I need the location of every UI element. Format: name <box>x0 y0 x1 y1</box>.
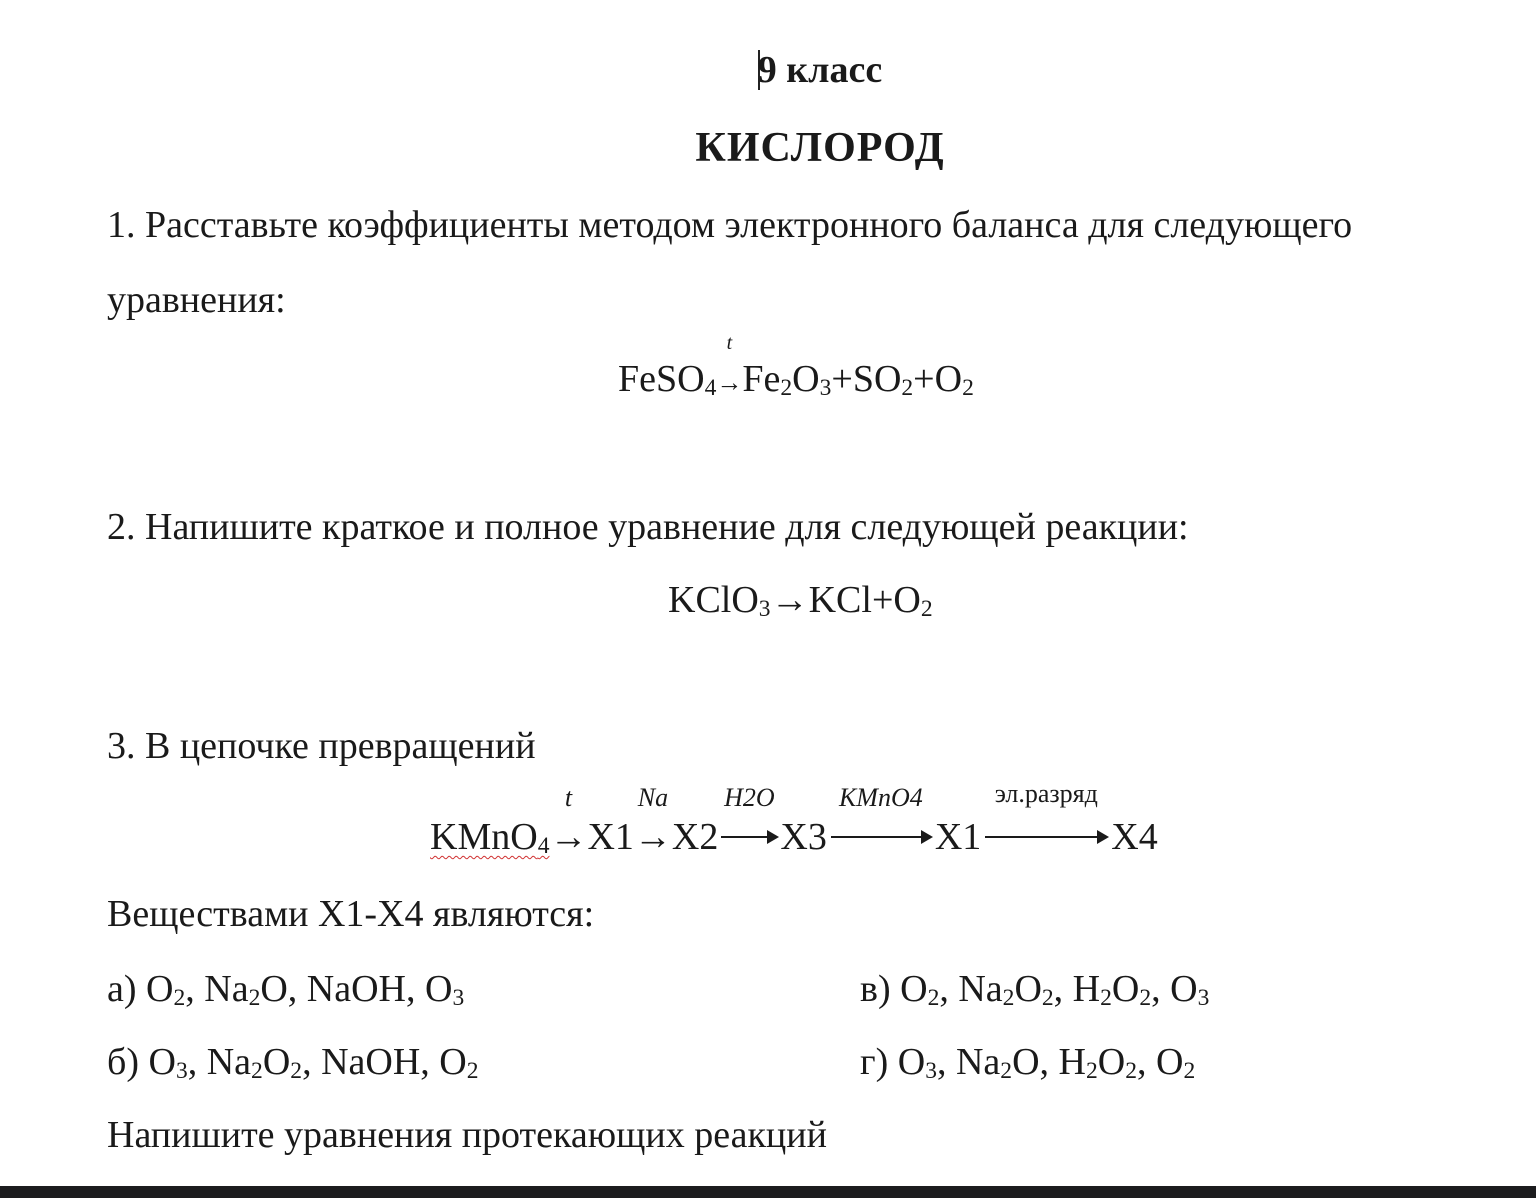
task1-equation: FeSO$_4$ t $\to Fe_2O_3+SO_2+O_2$ <box>618 332 974 402</box>
task3-text: 3. В цепочке превращений <box>107 725 536 767</box>
bottom-bar <box>0 1186 1536 1198</box>
chain-arrow-1: t → <box>549 783 588 858</box>
transformation-chain: KMnO$_4$ t →X1 Na →X2 H2O X3 KMnO4 X1 эл.разряд X4 <box>430 779 1158 860</box>
option-b: б) $O_3$, $Na_2O_2$, NaOH, $O_2$ <box>107 1041 479 1085</box>
option-v: в) $O_2$, $Na_2O_2$, $H_2O_2$, $O_3$ <box>860 968 1210 1012</box>
document-title: КИСЛОРОД <box>695 125 945 171</box>
grade-heading <box>0 48 1536 92</box>
task2-text: 2. Напишите краткое и полное уравнение для следующей реакции: <box>107 506 1189 548</box>
task1-text-line2: уравнения: <box>107 279 286 321</box>
chain-arrow-4: KMnO4 <box>827 815 935 859</box>
task3-question: Веществами X1-X4 являются: <box>107 893 595 935</box>
task2-equation: $KClO_3\to KCl+O_2$ <box>668 579 933 623</box>
task1-text-line1: 1. Расставьте коэффициенты методом электронного баланса для следующего <box>107 204 1353 246</box>
chain-arrow-2: Na → <box>633 783 672 858</box>
chain-start: KMnO$_4$ <box>430 816 550 860</box>
option-g: г) $O_3$, $Na_2O$, $H_2O_2$, $O_2$ <box>860 1041 1196 1085</box>
task3-footer: Напишите уравнения протекающих реакций <box>107 1114 827 1156</box>
option-a: а) $O_2$, $Na_2O$, NaOH, $O_3$ <box>107 968 465 1012</box>
chain-arrow-3: H2O <box>718 815 780 859</box>
chain-arrow-5: эл.разряд <box>981 815 1111 859</box>
grade-text: 9 класс <box>757 49 883 91</box>
